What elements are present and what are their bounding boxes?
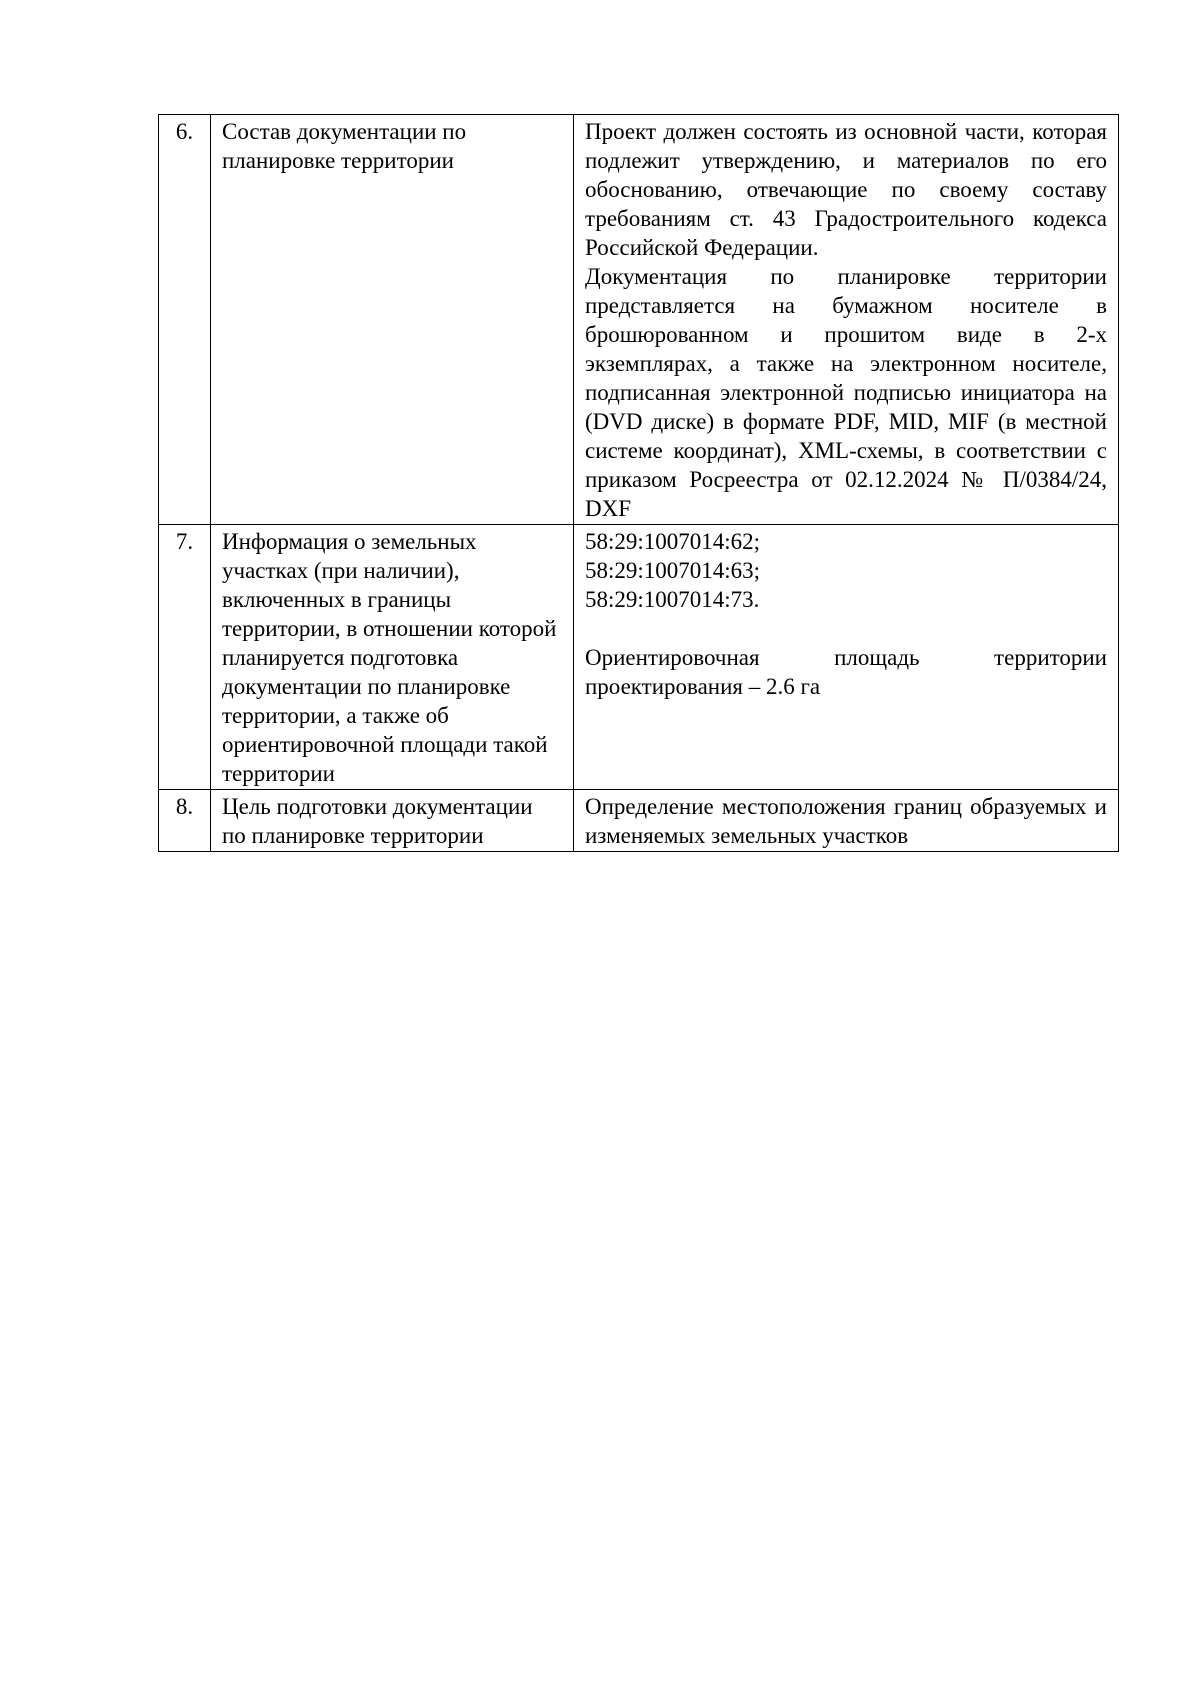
value-paragraph: Проект должен состоять из основной части, которая подлежит утверждению, и материалов по его обоснованию, отвечающие по своему составу требованиям ст. 43 Градостроительного кодекса Российской Федерации.	[585, 119, 1107, 260]
row-value	[574, 525, 1119, 790]
table-row	[159, 790, 1119, 852]
row-number: 8.	[159, 790, 211, 852]
row-number: 6.	[159, 115, 211, 525]
value-paragraph: Документация по планировке территории представляется на бумажном носителе в брошюрованном и прошитом виде в 2-х экземплярах, а также на электронном носителе, подписанная электронной подписью инициатора на (DVD диске) в формате PDF, MID, MIF (в местной системе координат), XML-схемы, в соответствии с приказом Росреестра от 02.12.2024 № П/0384/24, DXF	[585, 264, 1107, 521]
row-label: Состав документации по планировке территории	[211, 115, 574, 525]
row-value	[574, 115, 1119, 525]
requirements-table	[158, 114, 1119, 852]
cadastral-number: 58:29:1007014:63;	[585, 558, 761, 583]
area-text: Ориентировочная площадь территории проектирования – 2.6 га	[585, 645, 1107, 699]
cadastral-number: 58:29:1007014:62;	[585, 529, 761, 554]
row-label: Цель подготовки документации по планировке территории	[211, 790, 574, 852]
cadastral-number: 58:29:1007014:73.	[585, 587, 760, 612]
row-value	[574, 790, 1119, 852]
value-paragraph: Определение местоположения границ образуемых и изменяемых земельных участков	[585, 794, 1107, 848]
row-number: 7.	[159, 525, 211, 790]
table-row	[159, 115, 1119, 525]
row-label: Информация о земельных участках (при наличии), включенных в границы территории, в отношении которой планируется подготовка документации по планировке территории, а также об ориентировочной площади такой территории	[211, 525, 574, 790]
blank-line	[585, 614, 1107, 643]
table-row	[159, 525, 1119, 790]
